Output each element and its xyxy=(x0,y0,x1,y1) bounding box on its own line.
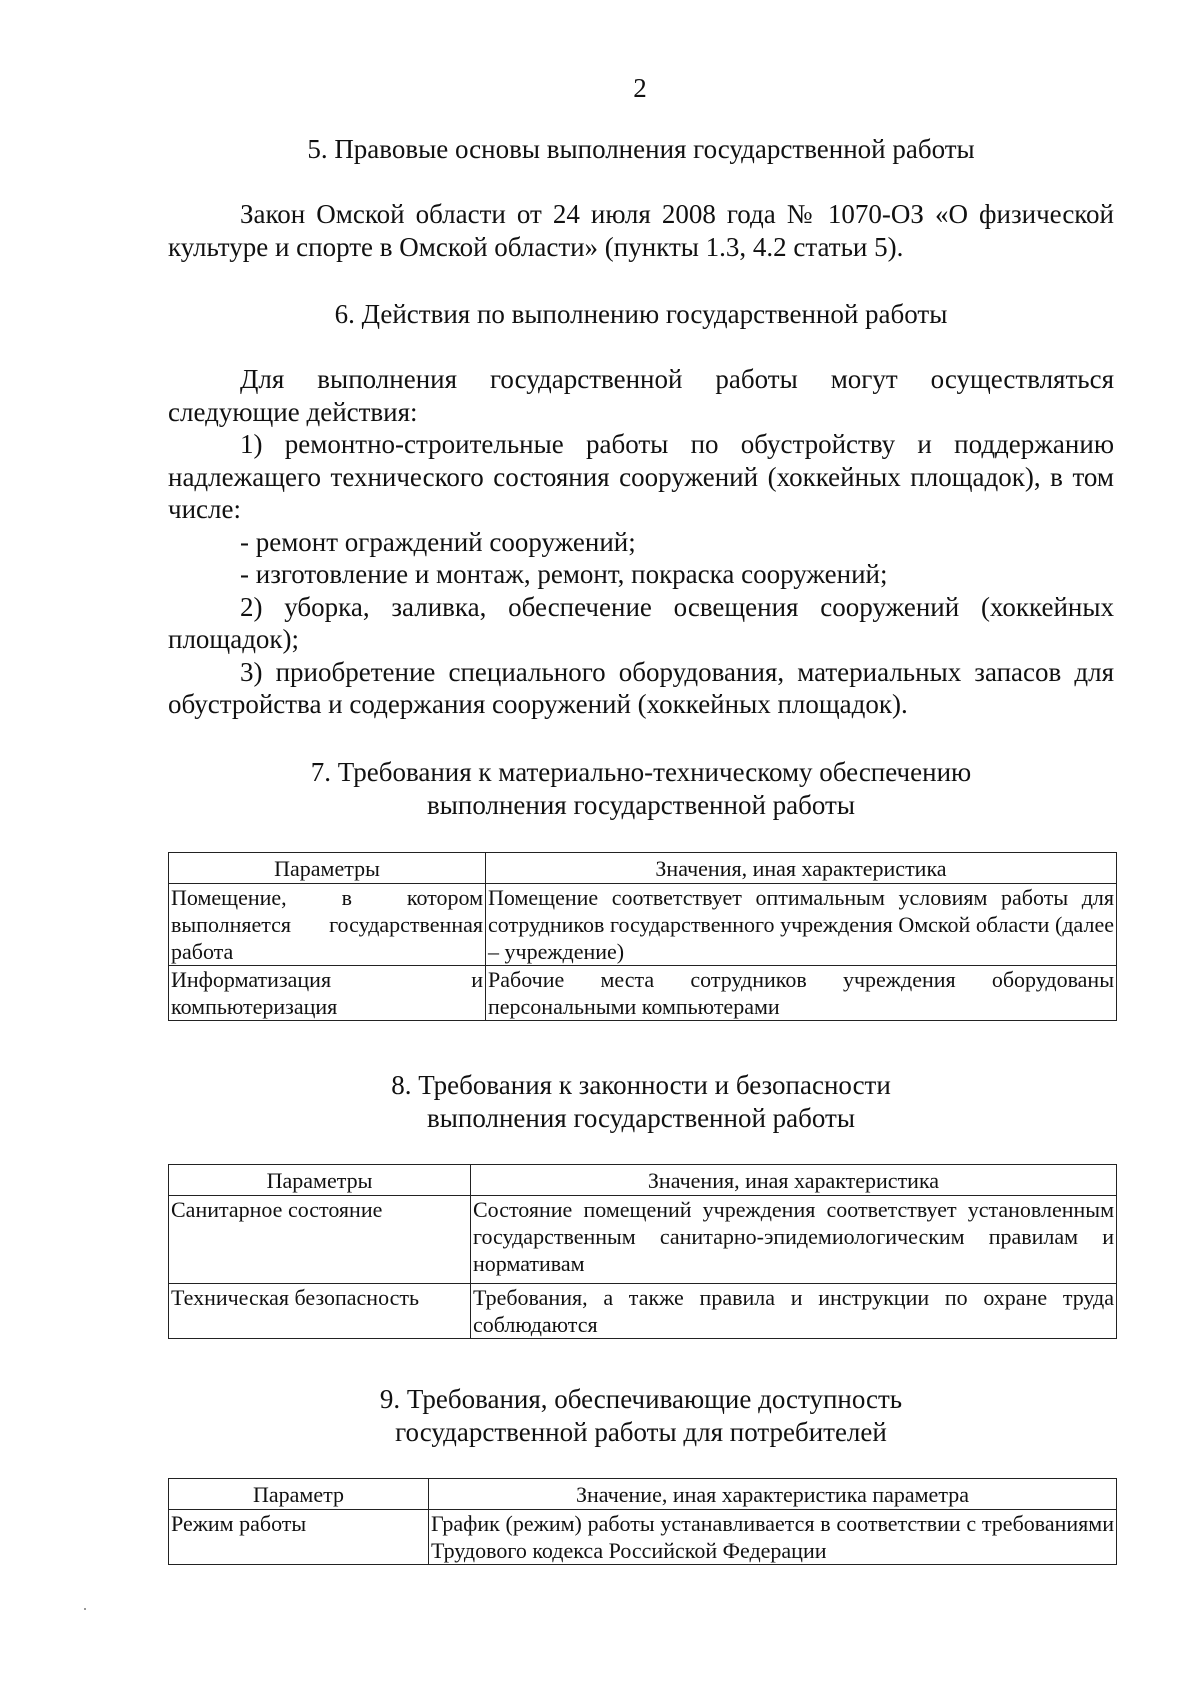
table-row xyxy=(169,884,1117,966)
table-header-cell: Параметры xyxy=(169,1165,471,1196)
section8-heading-line1: 8. Требования к законности и безопасности xyxy=(391,1070,891,1100)
table-cell-param: Режим работы xyxy=(169,1510,429,1565)
section7-heading xyxy=(168,756,1114,821)
section8-heading-line2: выполнения государственной работы xyxy=(427,1102,855,1133)
table-cell-param: Информатизация и компьютеризация xyxy=(169,966,486,1021)
table-row xyxy=(169,966,1117,1021)
table-cell-value: Помещение соответствует оптимальным условиям работы для сотрудников государственного учреждения Омской области (далее – учреждение) xyxy=(486,884,1117,966)
section5-heading: 5. Правовые основы выполнения государственной работы xyxy=(307,134,975,164)
section7-heading-line1: 7. Требования к материально-техническому обеспечению xyxy=(310,757,972,787)
table-cell-value: Требования, а также правила и инструкции по охране труда соблюдаются xyxy=(471,1284,1117,1339)
table-header-cell: Параметры xyxy=(169,853,486,884)
table-cell-param: Помещение, в котором выполняется государственная работа xyxy=(169,884,486,966)
table-header-cell: Значение, иная характеристика параметра xyxy=(429,1479,1117,1510)
section9-heading xyxy=(168,1383,1114,1448)
section7-heading-line2: выполнения государственной работы xyxy=(427,789,855,820)
section9-heading-line2: государственной работы для потребителей xyxy=(395,1416,887,1447)
table-cell-param: Санитарное состояние xyxy=(169,1196,471,1284)
table-cell-value: Рабочие места сотрудников учреждения оборудованы персональными компьютерами xyxy=(486,966,1117,1021)
section9-heading-line1: 9. Требования, обеспечивающие доступность xyxy=(379,1384,903,1414)
section6-item1b: - изготовление и монтаж, ремонт, покраска сооружений; xyxy=(240,559,888,589)
section6-body xyxy=(168,363,1114,721)
table-cell-value: График (режим) работы устанавливается в соответствии с требованиями Трудового кодекса Российской Федерации xyxy=(429,1510,1117,1565)
table-header-cell: Значения, иная характеристика xyxy=(471,1165,1117,1196)
table-row xyxy=(169,1284,1117,1339)
table-header-row xyxy=(169,1165,1117,1196)
section6-heading: 6. Действия по выполнению государственной работы xyxy=(334,299,948,329)
scan-speck xyxy=(84,1608,86,1610)
table-header-cell: Параметр xyxy=(169,1479,429,1510)
section8-heading xyxy=(168,1069,1114,1134)
section6-item1: 1) ремонтно-строительные работы по обустройству и поддержанию надлежащего технического состояния сооружений (хоккейных площадок), в том числе: xyxy=(168,429,1114,524)
table-header-row xyxy=(169,853,1117,884)
table-cell-value: Состояние помещений учреждения соответствует установленным государственным санитарно-эпидемиологическим правилам и нормативам xyxy=(471,1196,1117,1284)
table-header-row xyxy=(169,1479,1117,1510)
table-row xyxy=(169,1510,1117,1565)
table-header-cell: Значения, иная характеристика xyxy=(486,853,1117,884)
section7-table xyxy=(168,852,1117,1021)
section6-item1a: - ремонт ограждений сооружений; xyxy=(240,526,636,557)
page-number: 2 xyxy=(633,73,647,103)
section9-table xyxy=(168,1478,1117,1565)
section6-item3: 3) приобретение специального оборудования, материальных запасов для обустройства и содержания сооружений (хоккейных площадок). xyxy=(168,656,1114,719)
table-row xyxy=(169,1196,1117,1284)
section5-text: Закон Омской области от 24 июля 2008 года № 1070-ОЗ «О физической культуре и спорте в Омской области» (пункты 1.3, 4.2 статьи 5). xyxy=(168,199,1114,262)
section8-table xyxy=(168,1164,1117,1339)
table-cell-param: Техническая безопасность xyxy=(169,1284,471,1339)
section6-item2: 2) уборка, заливка, обеспечение освещения сооружений (хоккейных площадок); xyxy=(168,591,1114,654)
section6-intro: Для выполнения государственной работы могут осуществляться следующие действия: xyxy=(168,364,1114,427)
